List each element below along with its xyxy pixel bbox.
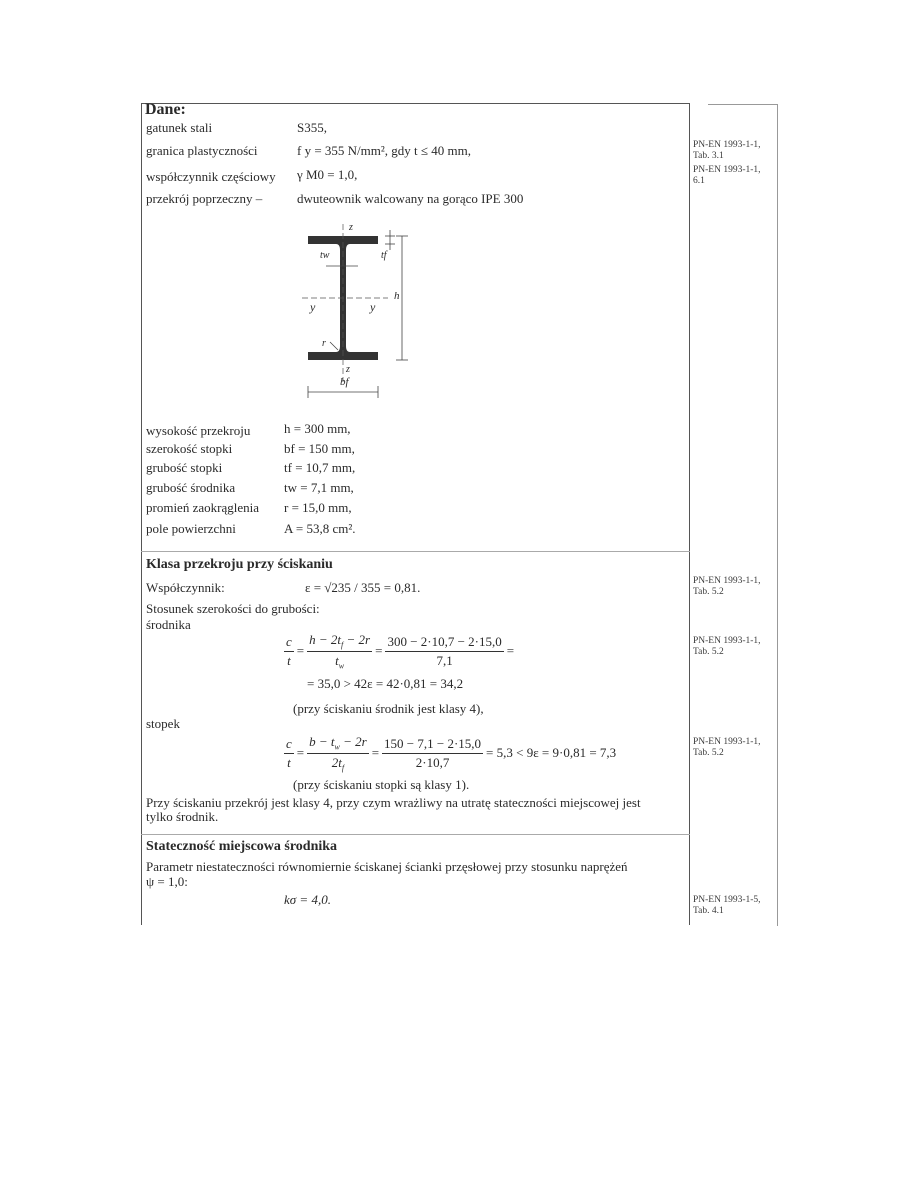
diagram-label-y-left: y [310, 300, 316, 314]
diagram-label-z-bottom: z [346, 364, 350, 375]
eq2-lhs: $\frac{c}{t}$ [286, 735, 292, 770]
dim-label-fillet-radius: promień zaokrąglenia [146, 500, 259, 515]
frame-top-rule [141, 103, 690, 104]
eq2-numeric: $\frac{150 - 7,1 - 2\cdot 15,0}{2\cdot 10,7}$ [384, 735, 482, 770]
klasa-stopek: stopek [146, 716, 180, 731]
klasa-srodnika: środnika [146, 617, 191, 632]
ref-gamma: PN-EN 1993-1-1, 6.1 [693, 165, 761, 186]
equation-web: $\frac{c}{t}$ = $\frac{h - 2t_f - 2r}{t_w}$ = $\frac{300 - 2\cdot 10,7 - 2\cdot 15,0}{7,1}$ = [286, 632, 515, 671]
frame-left-rule [141, 103, 142, 925]
statecznosc-heading: Stateczność miejscowa środnika [146, 839, 338, 854]
eq1-symbolic: $\frac{h - 2t_f - 2r}{t_w}$ [309, 632, 371, 671]
dim-value-flange-thickness: tf = 10,7 mm, [284, 460, 356, 475]
statecznosc-param-line2: ψ = 1,0: [146, 874, 188, 889]
ref-flange-ratio: PN-EN 1993-1-1, Tab. 5.2 [693, 737, 761, 758]
ref-epsilon: PN-EN 1993-1-1, Tab. 5.2 [693, 576, 761, 597]
dim-label-flange-thickness: grubość stopki [146, 460, 223, 475]
dane-value-section: dwuteownik walcowany na gorąco IPE 300 [297, 191, 524, 206]
dane-value-yield: f y = 355 N/mm², gdy t ≤ 40 mm, [297, 143, 472, 158]
separator-1 [141, 551, 690, 552]
dim-label-web-thickness: grubość środnika [146, 480, 236, 495]
statecznosc-param-line1: Parametr niestateczności równomiernie ściskanej ścianki przęsłowej przy stosunku naprężeń [146, 859, 628, 874]
eq1-lhs: $\frac{c}{t}$ [286, 633, 292, 668]
dim-value-height: h = 300 mm, [284, 421, 351, 436]
ref-yield: PN-EN 1993-1-1, Tab. 3.1 [693, 140, 761, 161]
diagram-label-r: r [322, 338, 326, 349]
klasa-stosunek: Stosunek szerokości do grubości: [146, 601, 320, 616]
ref-web-ratio: PN-EN 1993-1-1, Tab. 5.2 [693, 636, 761, 657]
frame-top-rule-right [708, 104, 778, 105]
equation-flange: $\frac{c}{t}$ = $\frac{b - t_w - 2r}{2t_f}$ = $\frac{150 - 7,1 - 2\cdot 15,0}{2\cdot 10,7}$ = 5,3 < 9ε = 9·0,81 = 7,3 [286, 734, 617, 773]
eq1-note: (przy ściskaniu środnik jest klasy 4), [293, 701, 484, 716]
diagram-label-tf: tf [381, 250, 387, 261]
ref-ksigma: PN-EN 1993-1-5, Tab. 4.1 [693, 895, 761, 916]
klasa-conclusion-line2: tylko środnik. [146, 809, 219, 824]
klasa-wspolczynnik-eq: ε = √235 / 355 = 0,81. [305, 580, 421, 595]
dim-value-flange-width: bf = 150 mm, [284, 441, 355, 456]
diagram-label-tw: tw [320, 250, 330, 261]
dane-label-yield: granica plastyczności [146, 143, 258, 158]
statecznosc-ksigma: kσ = 4,0. [284, 892, 331, 907]
dane-heading: Dane: [145, 101, 186, 118]
diagram-label-z-top: z [349, 222, 353, 233]
dane-value-steel: S355, [297, 120, 327, 135]
klasa-wspolczynnik-label: Współczynnik: [146, 580, 225, 595]
dim-label-flange-width: szerokość stopki [146, 441, 233, 456]
eq2-symbolic: $\frac{b - t_w - 2r}{2t_f}$ [309, 734, 367, 773]
klasa-conclusion-line1: Przy ściskaniu przekrój jest klasy 4, przy czym wrażliwy na utratę stateczności miejscowej jest [146, 795, 641, 810]
dim-value-web-thickness: tw = 7,1 mm, [284, 480, 354, 495]
dim-value-area: A = 53,8 cm². [284, 521, 356, 536]
eq1-result: = 35,0 > 42ε = 42·0,81 = 34,2 [307, 676, 464, 691]
dane-value-gamma: γ M0 = 1,0, [297, 167, 358, 182]
dane-label-steel: gatunek stali [146, 120, 213, 135]
frame-mid-rule [689, 103, 690, 925]
eq2-note: (przy ściskaniu stopki są klasy 1). [293, 777, 470, 792]
diagram-label-y-right: y [370, 300, 376, 314]
dane-label-section: przekrój poprzeczny – [146, 191, 263, 206]
klasa-heading: Klasa przekroju przy ściskaniu [146, 557, 333, 572]
r-arrow [330, 342, 338, 350]
dim-label-height: wysokość przekroju [146, 423, 251, 438]
diagram-label-bf: bf [340, 376, 349, 388]
frame-right-rule [777, 104, 778, 926]
dane-label-gamma: współczynnik częściowy [146, 169, 276, 184]
dim-value-fillet-radius: r = 15,0 mm, [284, 500, 352, 515]
eq2-result: = 5,3 < 9ε = 9·0,81 = 7,3 [486, 745, 617, 761]
eq1-numeric: $\frac{300 - 2\cdot 10,7 - 2\cdot 15,0}{7,1}$ [387, 633, 502, 668]
diagram-label-h: h [394, 290, 400, 302]
separator-2 [141, 834, 690, 835]
dim-label-area: pole powierzchni [146, 521, 236, 536]
